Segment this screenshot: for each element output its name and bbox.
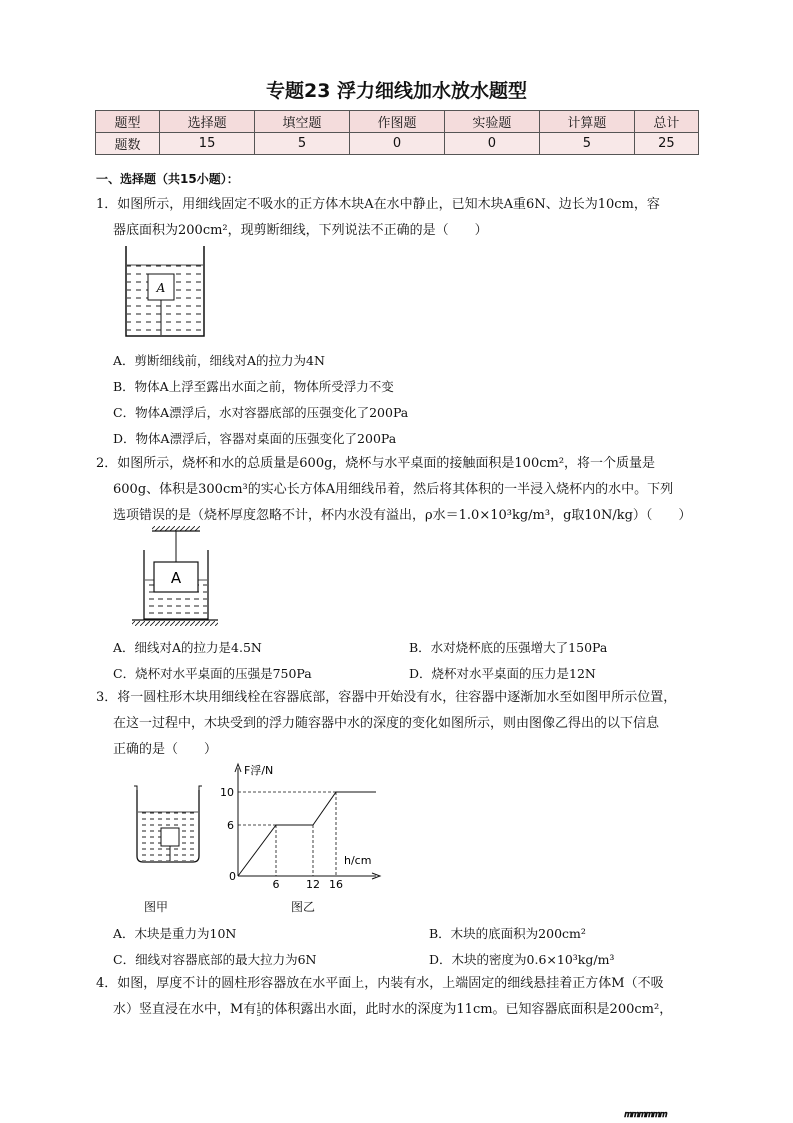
- stats-cell: 题数: [96, 133, 160, 155]
- page-title: 专题23 浮力细线加水放水题型: [265, 80, 528, 102]
- question-2-stem: [96, 451, 700, 529]
- stats-cell: 5: [539, 133, 634, 155]
- question-1-line: 1．如图所示，用细线固定不吸水的正方体木块A在水中静止，已知木块A重6N、边长为10cm，容: [96, 197, 660, 212]
- graph-x-tick: 6: [272, 878, 280, 891]
- question-3-stem: [96, 685, 700, 763]
- fraction-numerator: 1: [256, 1001, 262, 1011]
- wood-block: [161, 828, 179, 846]
- graph-x-tick: 12: [306, 878, 320, 891]
- graph-y-label: F浮/N: [244, 764, 274, 777]
- buoyancy-depth-graph: [220, 760, 386, 891]
- block-a-label: A: [156, 281, 166, 295]
- question-1-option-b[interactable]: B．物体A上浮至露出水面之前，物体所受浮力不变: [113, 379, 394, 394]
- question-3-option-c[interactable]: C．细线对容器底部的最大拉力为6N: [113, 952, 317, 967]
- question-2-line: 600g、体积是300cm³的实心长方体A用细线吊着，然后将其体积的一半浸入烧杯内的水中。下列: [113, 482, 674, 497]
- stats-cell: 25: [634, 133, 698, 155]
- question-4-line: 4．如图，厚度不计的圆柱形容器放在水平面上，内装有水，上端固定的细线悬挂着正方体M（不吸: [96, 976, 664, 991]
- stats-cell: 5: [255, 133, 350, 155]
- graph-y-tick: 10: [220, 786, 234, 799]
- question-4-text: 的体积露出水面，此时水的深度为11cm。已知容器底面积是200cm²，: [261, 1002, 673, 1017]
- question-2-line: 选项错误的是（烧杯厚度忽略不计，杯内水没有溢出，ρ水＝1.0×10³kg/m³，g取10N/kg）（ ）: [113, 508, 692, 523]
- question-stats-table: [95, 110, 699, 155]
- question-1-stem: [96, 192, 700, 244]
- question-3-line: 3．将一圆柱形木块用细线栓在容器底部，容器中开始没有水，往容器中逐渐加水至如图甲所示位置，: [96, 690, 677, 705]
- stats-cell: 15: [160, 133, 255, 155]
- question-1-line: 器底面积为200cm²，现剪断细线，下列说法不正确的是（ ）: [113, 223, 488, 238]
- fraction-denominator: 5: [256, 1008, 262, 1018]
- question-2-line: 2．如图所示，烧杯和水的总质量是600g，烧杯与水平桌面的接触面积是100cm²，将一个质量是: [96, 456, 656, 471]
- question-3-option-d[interactable]: D．木块的密度为0.6×10³kg/m³: [429, 952, 615, 967]
- question-1-option-a[interactable]: A．剪断细线前，细线对A的拉力为4N: [113, 353, 325, 368]
- stats-header-row: [96, 111, 699, 133]
- stats-header-cell: 填空题: [255, 111, 350, 133]
- stats-header-cell: 总计: [634, 111, 698, 133]
- question-1-figure: [125, 246, 205, 338]
- question-1-option-c[interactable]: C．物体A漂浮后，水对容器底部的压强变化了200Pa: [113, 405, 409, 420]
- question-3-option-b[interactable]: B．木块的底面积为200cm²: [429, 926, 586, 941]
- stats-header-cell: 选择题: [160, 111, 255, 133]
- question-2-figure: [130, 526, 220, 628]
- question-3-line: 在这一过程中，木块受到的浮力随容器中水的深度的变化如图所示，则由图像乙得出的以下信息: [113, 716, 660, 731]
- question-3-figure-a: [133, 786, 203, 866]
- question-2-option-a[interactable]: A．细线对A的拉力是4.5N: [113, 640, 262, 655]
- stats-data-row: [96, 133, 699, 155]
- block-a-label: A: [170, 569, 182, 587]
- figure-b-caption: 图乙: [291, 900, 316, 914]
- stats-header-cell: 实验题: [444, 111, 539, 133]
- stats-header-cell: 计算题: [539, 111, 634, 133]
- graph-y-tick: 6: [227, 819, 234, 832]
- question-4-text: 水）竖直浸在水中，M有: [113, 1002, 257, 1017]
- question-1-option-d[interactable]: D．物体A漂浮后，容器对桌面的压强变化了200Pa: [113, 431, 397, 446]
- question-3-option-a[interactable]: A．木块是重力为10N: [113, 926, 237, 941]
- graph-x-tick: 16: [329, 878, 343, 891]
- question-4-line: [96, 997, 700, 1023]
- section-heading: 一、选择题（共15小题）：: [96, 172, 239, 186]
- question-3-line: 正确的是（ ）: [113, 742, 218, 757]
- figure-a-caption: 图甲: [144, 900, 169, 914]
- graph-origin: 0: [229, 870, 236, 883]
- stats-cell: 0: [350, 133, 445, 155]
- stats-header-cell: 题型: [96, 111, 160, 133]
- question-4-stem: [96, 971, 700, 1023]
- graph-x-label: h/cm: [344, 854, 372, 867]
- stats-header-cell: 作图题: [350, 111, 445, 133]
- question-2-option-d[interactable]: D．烧杯对水平桌面的压力是12N: [409, 666, 596, 681]
- stats-cell: 0: [444, 133, 539, 155]
- footer-watermark: 𝒎𝒎𝒎𝒎𝒎𝒎: [624, 1110, 667, 1120]
- question-2-option-b[interactable]: B．水对烧杯底的压强增大了150Pa: [409, 640, 608, 655]
- question-2-option-c[interactable]: C．烧杯对水平桌面的压强是750Pa: [113, 666, 312, 681]
